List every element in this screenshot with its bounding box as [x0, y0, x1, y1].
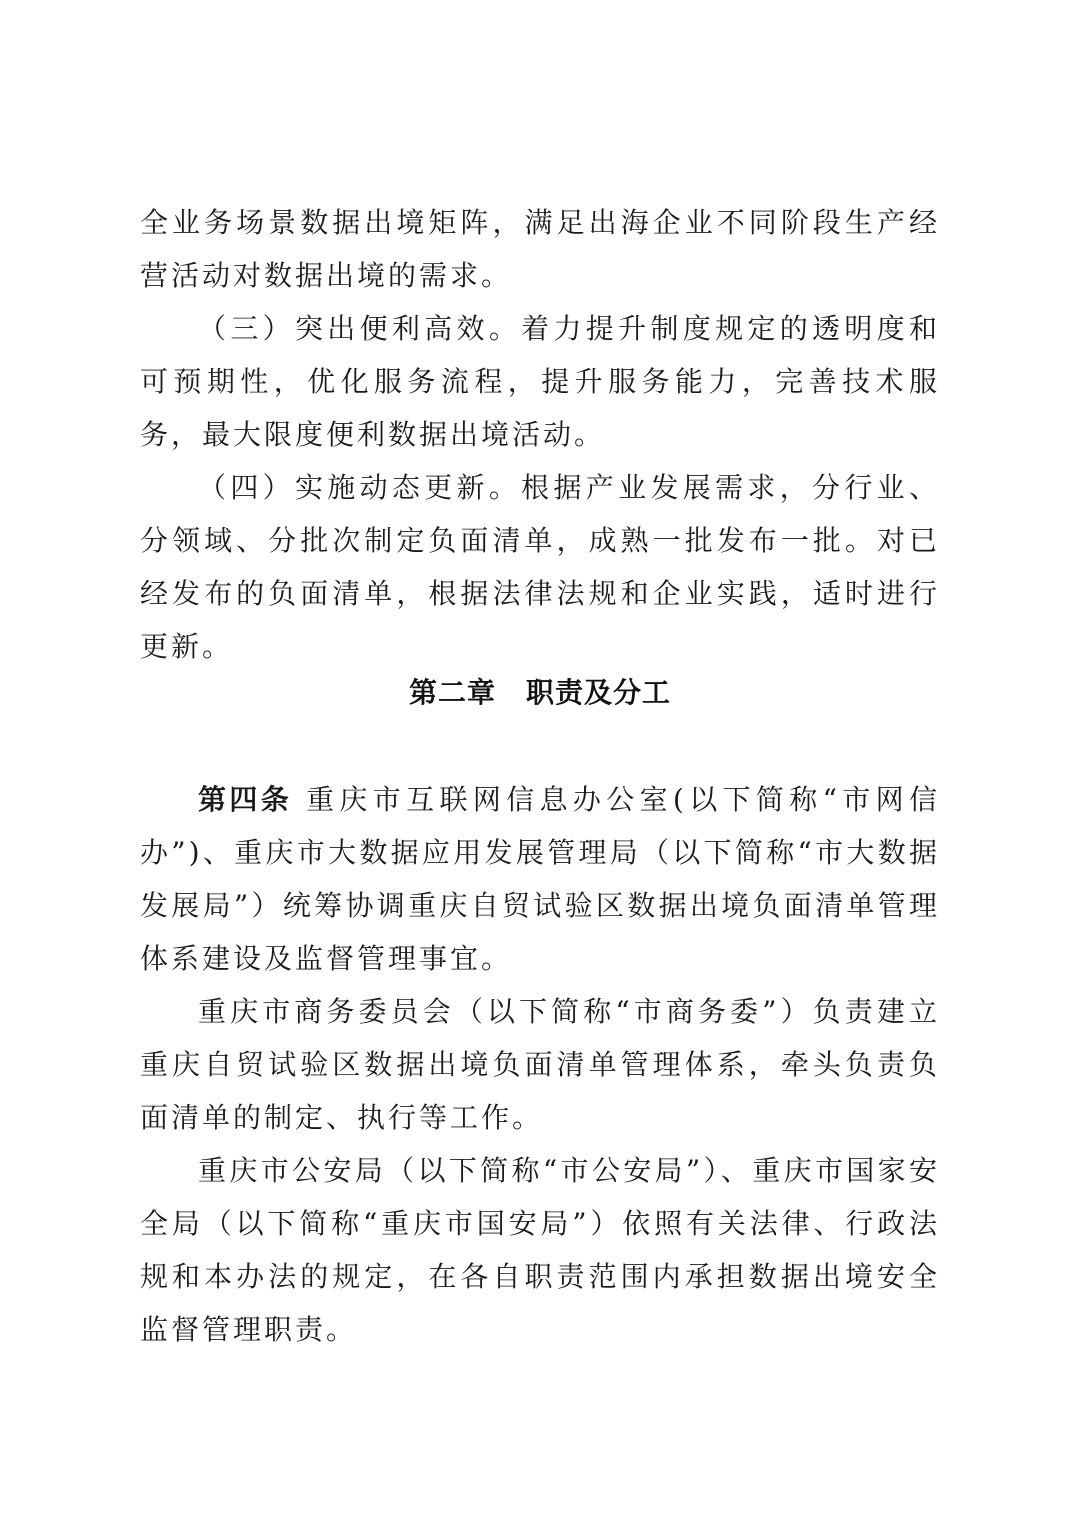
chapter-number: 第二章 [408, 676, 496, 709]
paragraph-commerce-commission: 重庆市商务委员会（以下简称“市商务委”）负责建立重庆自贸试验区数据出境负面清单管理体系，牵头负责负面清单的制定、执行等工作。 [140, 995, 940, 1134]
chapter-title: 职责及分工 [526, 676, 672, 709]
chapter-heading [0, 673, 1080, 713]
article-label: 第四条 [198, 783, 293, 816]
paragraph-item-three: （三）突出便利高效。着力提升制度规定的透明度和可预期性，优化服务流程，提升服务能力，完善技术服务，最大限度便利数据出境活动。 [140, 312, 940, 451]
paragraph-item-four: （四）实施动态更新。根据产业发展需求，分行业、分领域、分批次制定负面清单，成熟一批发布一批。对已经发布的负面清单，根据法律法规和企业实践，适时进行更新。 [140, 471, 940, 663]
paragraph-public-security: 重庆市公安局（以下简称“市公安局”）、重庆市国家安全局（以下简称“重庆市国安局”）依照有关法律、行政法规和本办法的规定，在各自职责范围内承担数据出境安全监督管理职责。 [140, 1154, 940, 1346]
article-four [140, 773, 940, 985]
paragraph-continuation: 全业务场景数据出境矩阵，满足出海企业不同阶段生产经营活动对数据出境的需求。 [140, 206, 940, 292]
article-text: 重庆市互联网信息办公室(以下简称“市网信办”)、重庆市大数据应用发展管理局（以下简称“市大数据发展局”）统筹协调重庆自贸试验区数据出境负面清单管理体系建设及监督管理事宜。 [140, 783, 940, 975]
